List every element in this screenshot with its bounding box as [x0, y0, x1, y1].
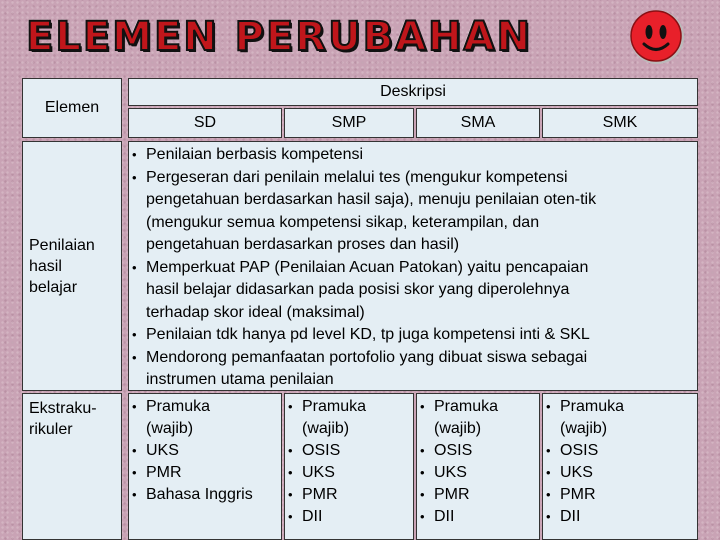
list-item: • OSIS: [543, 440, 697, 462]
penilaian-description: [128, 141, 698, 391]
list-item: • UKS: [417, 462, 539, 484]
header-sma-label: SMA: [460, 114, 496, 131]
header-smp: [284, 108, 414, 138]
page-title: ELEMEN PERUBAHAN: [26, 14, 532, 60]
list-item: • PMR: [543, 484, 697, 506]
list-item: • Bahasa Inggris: [129, 484, 281, 506]
label-line: Penilaian: [29, 236, 95, 254]
smiley-face-icon: [628, 8, 686, 66]
header-elemen: [22, 78, 122, 138]
header-sd: [128, 108, 282, 138]
header-deskripsi: [128, 78, 698, 106]
ekstra-sma: [416, 393, 540, 540]
row-label-ekstrakurikuler: [22, 393, 122, 540]
ekstra-smk: [542, 393, 698, 540]
list-item: • DII: [543, 506, 697, 528]
list-item: • DII: [417, 506, 539, 528]
list-item: • Memperkuat PAP (Penilaian Acuan Patokan) yaitu pencapaian hasil belajar didasarkan pada posisi skor yang diperolehnya terhadap skor ideal (maksimal): [129, 257, 697, 325]
list-item: • OSIS: [417, 440, 539, 462]
list-item: • UKS: [285, 462, 413, 484]
row-label-penilaian: [22, 141, 122, 391]
list-item: • Pramuka (wajib): [129, 396, 281, 440]
list-item: • OSIS: [285, 440, 413, 462]
list-item: • PMR: [417, 484, 539, 506]
header-sma: [416, 108, 540, 138]
list-item: • Penilaian tdk hanya pd level KD, tp juga kompetensi inti & SKL: [129, 324, 697, 347]
list-item: • Pramuka (wajib): [285, 396, 413, 440]
ekstra-sd: [128, 393, 282, 540]
list-item: • PMR: [129, 462, 281, 484]
label-line: hasil: [29, 257, 62, 275]
list-item: • UKS: [543, 462, 697, 484]
list-item: • Mendorong pemanfaatan portofolio yang dibuat siswa sebagai instrumen utama penilaian: [129, 347, 697, 392]
list-item: • DII: [285, 506, 413, 528]
list-item: • PMR: [285, 484, 413, 506]
list-item: • Pramuka (wajib): [417, 396, 539, 440]
header-smk-label: SMK: [602, 114, 638, 131]
header-deskripsi-label: Deskripsi: [380, 83, 446, 100]
header-sd-label: SD: [193, 114, 217, 131]
label-line: belajar: [29, 278, 78, 296]
header-smp-label: SMP: [331, 114, 367, 131]
label-line: Ekstraku-: [29, 400, 97, 417]
list-item: • Pergeseran dari penilain melalui tes (mengukur kompetensi pengetahuan berdasarkan hasil saja), menuju penilaian oten-tik (mengukur semua kompetensi sikap, keterampilan, dan pengetahuan berdasarkan proses dan hasil): [129, 167, 697, 257]
list-item: • Penilaian berbasis kompetensi: [129, 144, 697, 167]
header-smk: [542, 108, 698, 138]
header-elemen-label: Elemen: [44, 99, 100, 116]
list-item: • UKS: [129, 440, 281, 462]
list-item: • Pramuka (wajib): [543, 396, 697, 440]
ekstra-smp: [284, 393, 414, 540]
label-line: rikuler: [29, 421, 73, 438]
